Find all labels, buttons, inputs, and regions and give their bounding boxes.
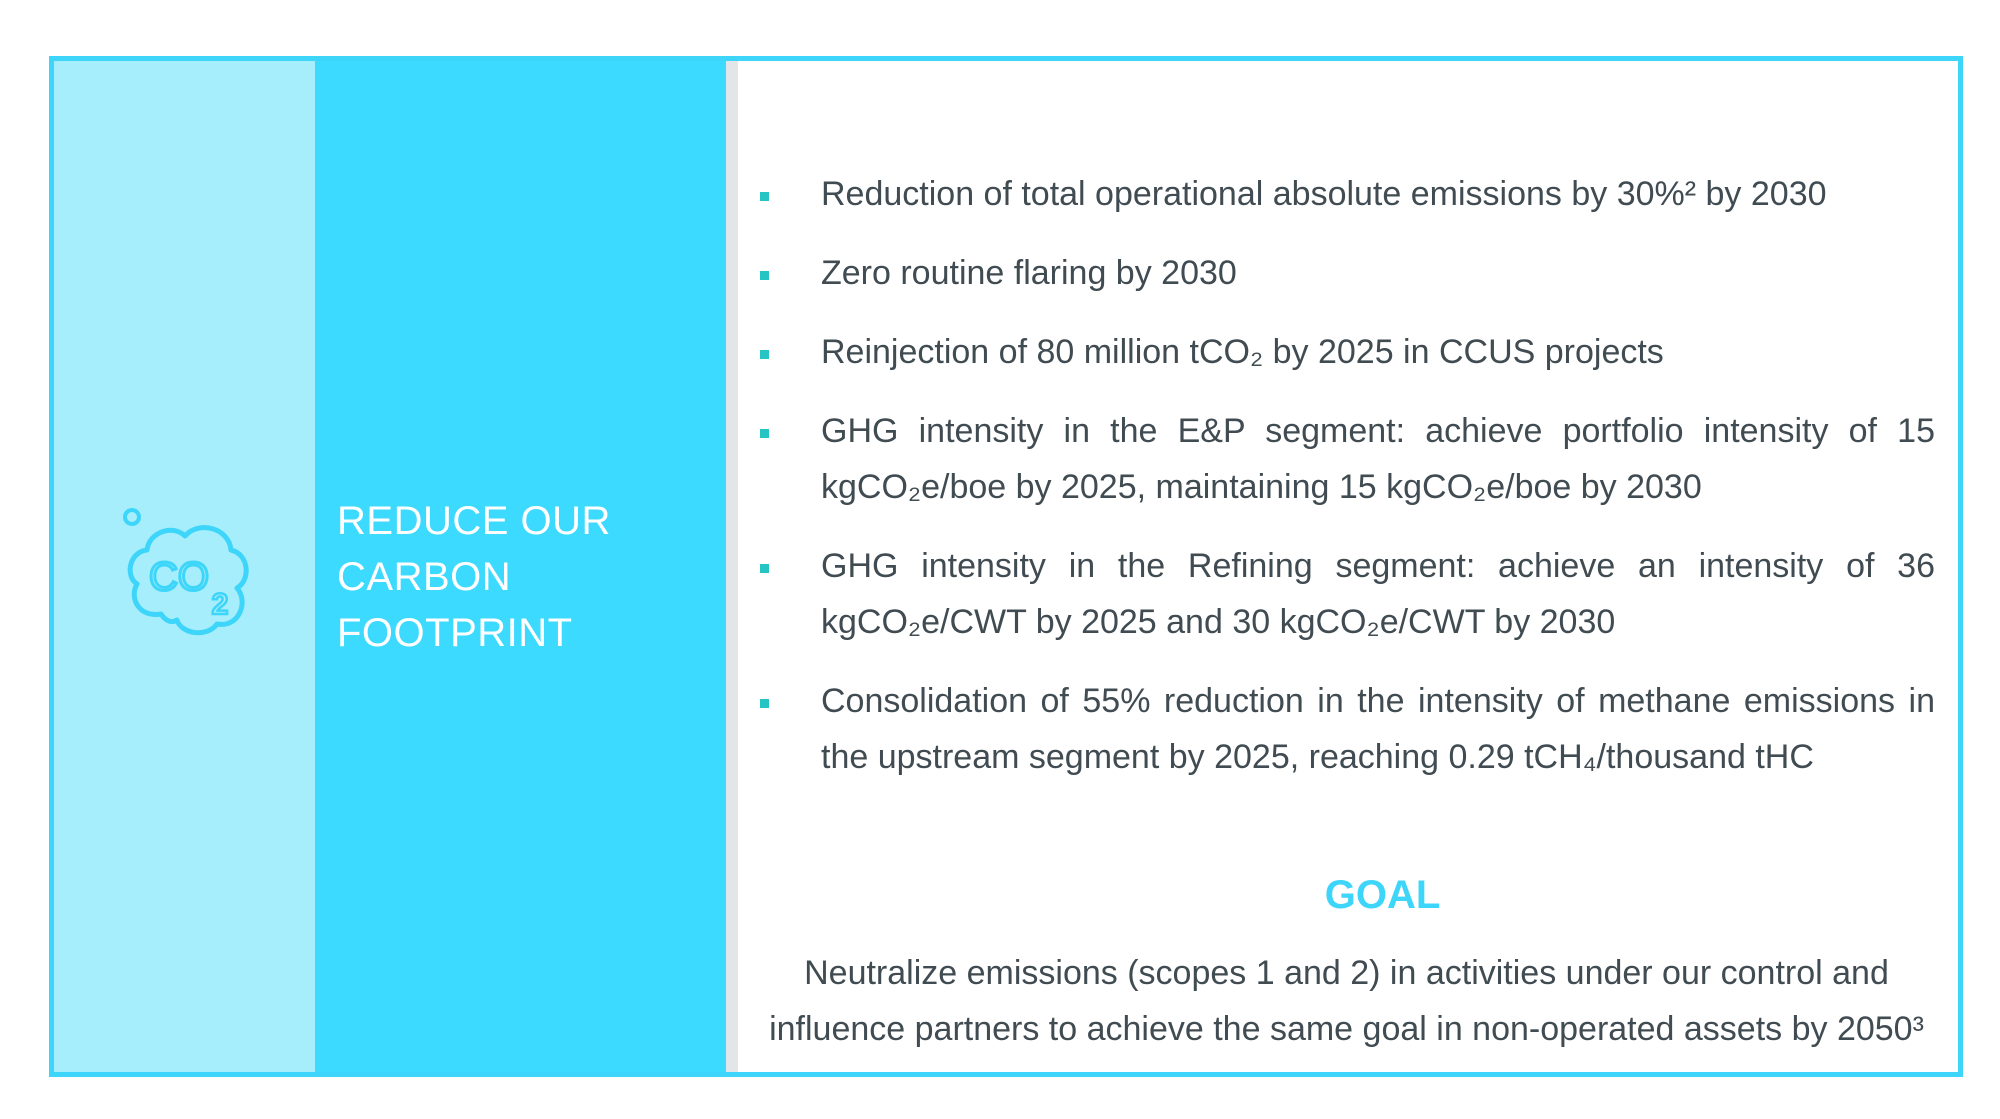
section-title-line: CARBON [337, 555, 512, 599]
section-title [337, 493, 717, 661]
goal-heading: GOAL [1324, 873, 1441, 917]
bullet-icon [760, 564, 769, 573]
list-item [738, 166, 1935, 222]
list-item-text: GHG intensity in the E&P segment: achieve portfolio intensity of 15 kgCO₂e/boe by 2025, maintaining 15 kgCO₂e/boe by 2030 [821, 412, 1935, 506]
icon-column [54, 61, 315, 1072]
list-item-text: GHG intensity in the Refining segment: achieve an intensity of 36 kgCO₂e/CWT by 2025 and 30 kgCO₂e/CWT by 2030 [821, 547, 1935, 641]
carbon-footprint-card [49, 56, 1963, 1077]
list-item [738, 324, 1935, 380]
co2-cloud-icon [121, 506, 253, 638]
list-item-text: Reduction of total operational absolute emissions by 30%² by 2030 [821, 175, 1827, 213]
target-list [738, 166, 1935, 808]
section-title-line: FOOTPRINT [337, 611, 573, 655]
bullet-icon [760, 271, 769, 280]
list-item [738, 403, 1935, 515]
section-title-line: REDUCE OUR [337, 499, 611, 543]
bullet-icon [760, 699, 769, 708]
content-area [738, 61, 1958, 1072]
goal-statement [758, 945, 1935, 1057]
bullet-icon [760, 192, 769, 201]
list-item-text: Zero routine flaring by 2030 [821, 254, 1237, 292]
bullet-icon [760, 350, 769, 359]
list-item [738, 538, 1935, 650]
goal-statement-line: influence partners to achieve the same goal in non-operated assets by 2050³ [769, 1010, 1924, 1048]
column-divider [726, 61, 738, 1072]
bullet-icon [760, 429, 769, 438]
list-item [738, 673, 1935, 785]
co2-icon-subscript: 2 [211, 588, 229, 621]
list-item-text: Consolidation of 55% reduction in the intensity of methane emissions in the upstream segment by 2025, reaching 0.29 tCH₄/thousand tHC [821, 682, 1935, 776]
list-item [738, 245, 1935, 301]
title-column [315, 61, 726, 1072]
goal-statement-line: Neutralize emissions (scopes 1 and 2) in activities under our control and [804, 954, 1889, 992]
co2-icon-text: CO [149, 555, 209, 599]
list-item-text: Reinjection of 80 million tCO₂ by 2025 in CCUS projects [821, 333, 1664, 371]
